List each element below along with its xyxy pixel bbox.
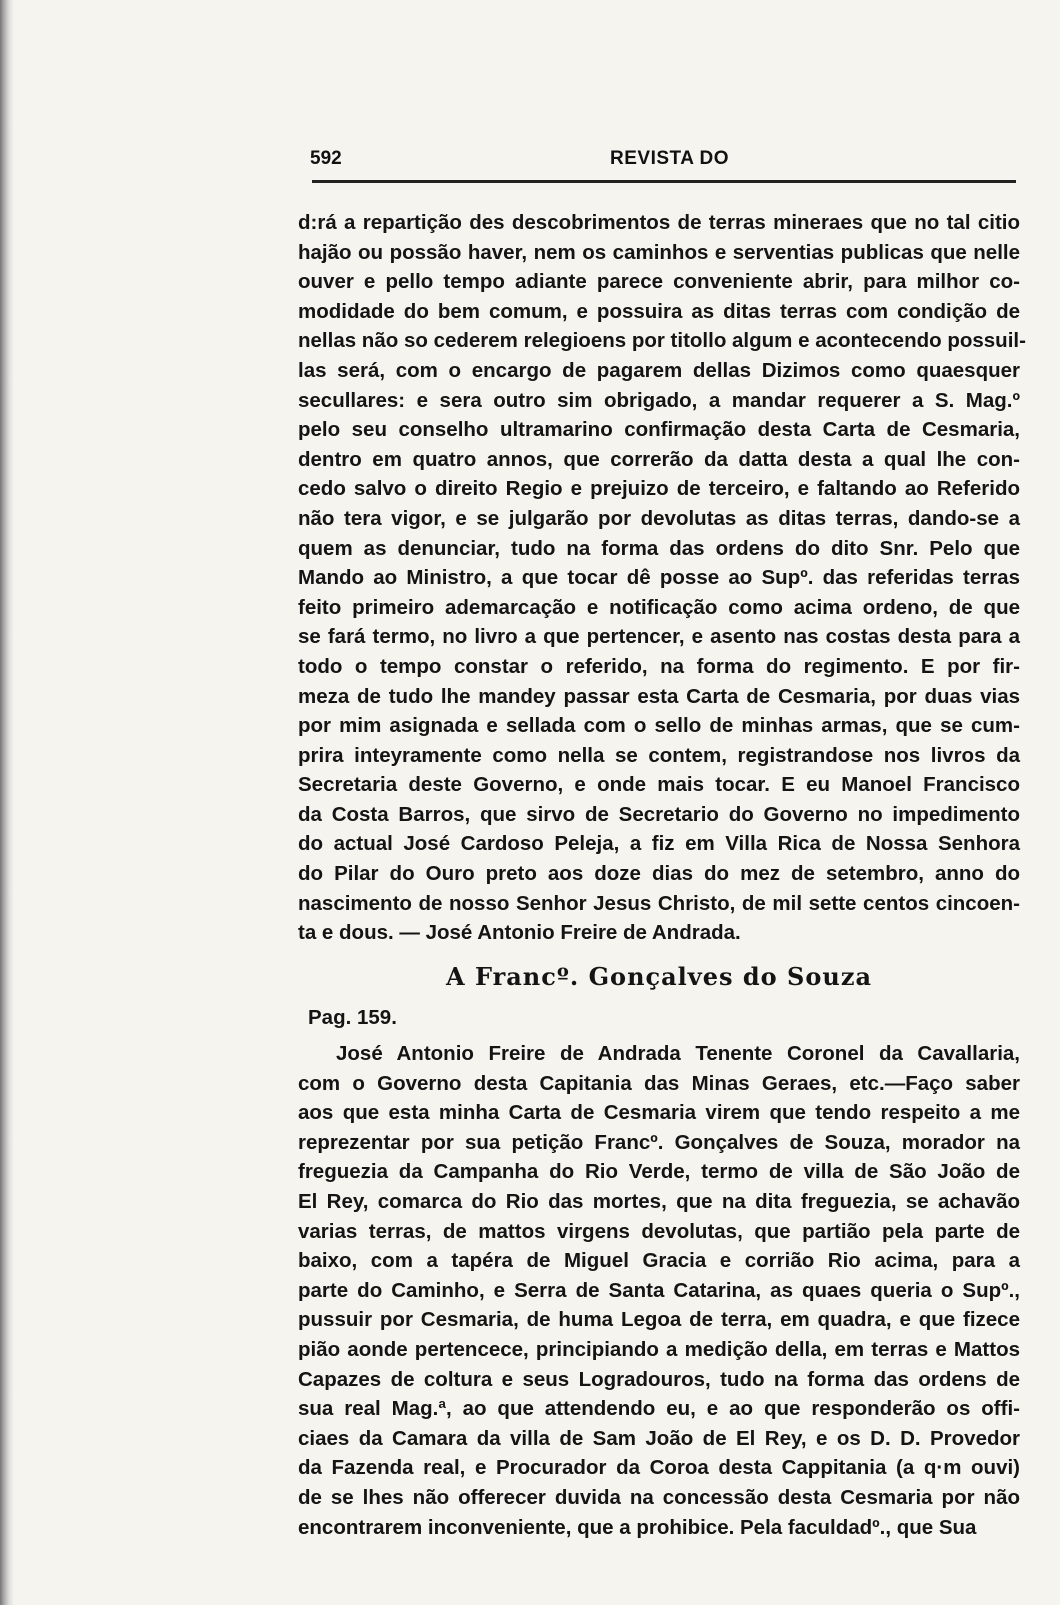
text-line: baixo, com a tapéra de Miguel Gracia e corrião Rio acima, para a	[298, 1249, 1020, 1273]
text-line: prira inteyramente como nella se contem, registrandose nos livros da	[298, 743, 1020, 767]
text-line: ciaes da Camara da villa de Sam João de El Rey, e os D. D. Provedor	[298, 1426, 1020, 1450]
text-line: todo o tempo constar o referido, na forma do regimento. E por fir-	[298, 654, 1020, 678]
text-line: reprezentar por sua petição Francº. Gonçalves de Souza, morador na	[298, 1130, 1020, 1154]
text-line: do actual José Cardoso Peleja, a fiz em Villa Rica de Nossa Senhora	[298, 832, 1020, 856]
text-line: dentro em quatro annos, que correrão da datta desta a qual lhe con-	[298, 447, 1020, 471]
text-line: não tera vigor, e se julgarão por devolutas as ditas terras, dando-se a	[298, 506, 1020, 530]
text-line: nellas não so cederem relegioens por titollo algum e acontecendo possuil-	[298, 329, 1026, 353]
text-line: d:rá a repartição des descobrimentos de terras mineraes que no tal citio	[298, 211, 1020, 234]
text-line: nascimento de nosso Senhor Jesus Christo, de mil sette centos cincoen-	[298, 891, 1020, 915]
text-line: de se lhes não offerecer duvida na concessão desta Cesmaria por não	[298, 1485, 1020, 1509]
text-line: pussuir por Cesmaria, de huma Legoa de terra, em quadra, e que fizece	[298, 1308, 1020, 1332]
text-line: feito primeiro ademarcação e notificação como acima ordeno, de que	[298, 595, 1020, 619]
text-line: Mando ao Ministro, a que tocar dê posse ao Supº. das referidas terras	[298, 566, 1020, 590]
header-rule	[312, 180, 1016, 183]
text-line: José Antonio Freire de Andrada Tenente Coronel da Cavallaria,	[336, 1042, 1020, 1066]
text-line: por mim asignada e sellada com o sello de minhas armas, que se cum-	[298, 714, 1020, 738]
text-line: aos que esta minha Carta de Cesmaria virem que tendo respeito a me	[298, 1101, 1020, 1125]
section-title: A Francº. Gonçalves do Souza	[446, 961, 872, 991]
text-line: cedo salvo o direito Regio e prejuizo de terceiro, e faltando ao Referido	[298, 477, 1020, 501]
text-line: parte do Caminho, e Serra de Santa Catarina, as quaes queria o Supº.,	[298, 1278, 1020, 1302]
running-head: REVISTA DO	[610, 148, 730, 169]
paragraph-2	[298, 1039, 1020, 1542]
page-reference: Pag. 159.	[308, 1006, 397, 1030]
text-line: las será, com o encargo de pagarem dellas Dizimos como quaesquer	[298, 358, 1020, 382]
text-line: do Pilar do Ouro preto aos doze dias do mez de setembro, anno do	[298, 862, 1020, 886]
text-line: quem as denunciar, tudo na forma das ordens do dito Snr. Pelo que	[298, 536, 1020, 560]
text-line: se fará termo, no livro a que pertencer, e asento nas costas desta para a	[298, 625, 1020, 649]
text-line: da Fazenda real, e Procurador da Coroa desta Cappitania (a q·m ouvi)	[298, 1456, 1020, 1480]
text-line: pião aonde pertencece, principiando a medição della, em terras e Mattos	[298, 1337, 1020, 1361]
text-line: sua real Mag.ª, ao que attendendo eu, e ao que responderão os offi-	[298, 1397, 1020, 1421]
text-line: Capazes de coltura e seus Logradouros, tudo na forma das ordens de	[298, 1367, 1020, 1391]
text-line: El Rey, comarca do Rio das mortes, que na dita freguezia, se achavão	[298, 1190, 1020, 1213]
text-line: Secretaria deste Governo, e onde mais tocar. E eu Manoel Francisco	[298, 773, 1020, 797]
page-number: 592	[310, 148, 342, 169]
page-body	[298, 208, 1026, 1542]
text-line: da Costa Barros, que sirvo de Secretario do Governo no impedimento	[298, 802, 1020, 826]
text-line: encontrarem inconveniente, que a prohibice. Pela faculdadº., que Sua	[298, 1515, 977, 1539]
text-line: secullares: e sera outro sim obrigado, a mandar requerer a S. Mag.º	[298, 388, 1020, 412]
text-line: ta e dous. — José Antonio Freire de Andrada.	[298, 921, 741, 945]
text-line: com o Governo desta Capitania das Minas Geraes, etc.—Faço saber	[298, 1071, 1020, 1095]
text-line: varias terras, de mattos virgens devolutas, que partião pela parte de	[298, 1219, 1020, 1243]
paragraph-1	[298, 208, 1026, 948]
text-line: pelo seu conselho ultramarino confirmação desta Carta de Cesmaria,	[298, 418, 1020, 442]
text-line: freguezia da Campanha do Rio Verde, termo de villa de São João de	[298, 1160, 1020, 1184]
text-line: meza de tudo lhe mandey passar esta Carta de Cesmaria, por duas vias	[298, 684, 1020, 708]
text-line: hajão ou possão haver, nem os caminhos e serventias publicas que nelle	[298, 240, 1020, 264]
text-line: modidade do bem comum, e possuira as ditas terras com condição de	[298, 299, 1020, 323]
text-line: ouver e pello tempo adiante parece conveniente abrir, para milhor co-	[298, 270, 1020, 294]
page-header	[310, 148, 1016, 178]
